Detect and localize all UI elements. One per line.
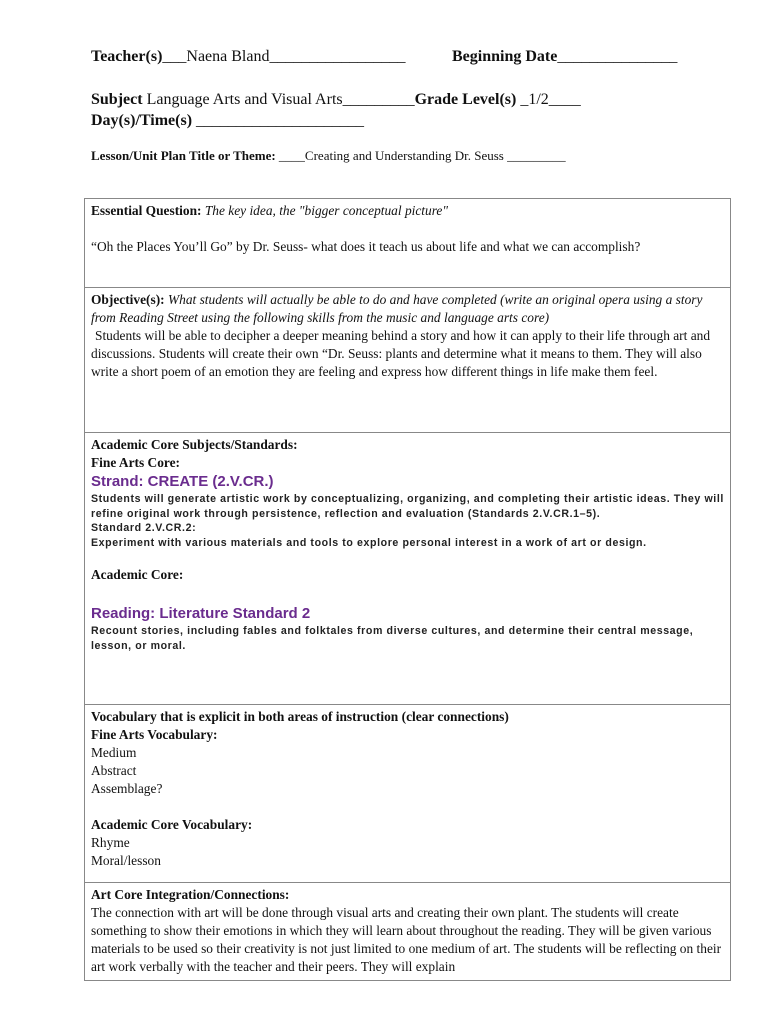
reading-title: Reading: Literature Standard 2 bbox=[91, 605, 311, 622]
standard-label: Standard 2.V.CR.2: bbox=[91, 522, 197, 534]
essential-question-row bbox=[85, 199, 731, 288]
standards-cell bbox=[85, 433, 731, 705]
vocab-word: Rhyme bbox=[91, 835, 130, 850]
theme-value: ____Creating and Understanding Dr. Seuss _________ bbox=[275, 148, 566, 163]
academic-vocab-label: Academic Core Vocabulary: bbox=[91, 817, 253, 832]
teacher-label: Teacher(s) bbox=[91, 48, 163, 65]
vocabulary-row bbox=[85, 705, 731, 883]
theme-label: Lesson/Unit Plan Title or Theme: bbox=[91, 148, 276, 163]
integration-cell bbox=[85, 883, 731, 981]
vocabulary-label: Vocabulary that is explicit in both areas of instruction (clear connections) bbox=[91, 709, 509, 724]
grade-label: Grade Level(s) bbox=[414, 91, 517, 108]
fine-arts-vocab-label: Fine Arts Vocabulary: bbox=[91, 727, 218, 742]
objectives-label: Objective(s): bbox=[91, 292, 165, 307]
fine-arts-core-label: Fine Arts Core: bbox=[91, 455, 180, 470]
integration-row bbox=[85, 883, 731, 981]
subject-value: Language Arts and Visual Arts_________ bbox=[142, 91, 415, 108]
strand-text: Students will generate artistic work by conceptualizing, organizing, and completing their artistic ideas. They will refine original work through persistence, reflection and evaluation (Standards 2.V.CR.1–5). bbox=[91, 493, 724, 520]
objectives-text: Students will be able to decipher a deeper meaning behind a story and how it can apply to their life through art and discussions. Students will create their own “Dr. Seuss: plants and determine what it means to them. They will also write a short poem of an emotion they are feeling and express how different things in life make them feel. bbox=[91, 328, 711, 379]
essential-text: “Oh the Places You’ll Go” by Dr. Seuss- what does it teach us about life and what we can accomplish? bbox=[91, 239, 641, 254]
vocab-word: Moral/lesson bbox=[91, 853, 161, 868]
integration-label: Art Core Integration/Connections: bbox=[91, 887, 290, 902]
essential-label: Essential Question: bbox=[91, 203, 202, 218]
essential-question-cell bbox=[85, 199, 731, 288]
subject-line bbox=[91, 91, 581, 109]
vocab-word: Medium bbox=[91, 745, 137, 760]
strand-title: Strand: CREATE (2.V.CR.) bbox=[91, 473, 274, 490]
daytime-line bbox=[91, 112, 364, 130]
subject-label: Subject bbox=[91, 91, 143, 108]
objectives-row bbox=[85, 288, 731, 433]
standard-text: Experiment with various materials and tools to explore personal interest in a work of art or design. bbox=[91, 536, 647, 549]
objectives-hint: What students will actually be able to do and have completed (write an original opera using a story from Reading Street using the following skills from the music and language arts core) bbox=[91, 292, 703, 325]
teacher-line bbox=[91, 48, 405, 66]
vocabulary-cell bbox=[85, 705, 731, 883]
lesson-plan-table bbox=[84, 198, 731, 981]
beginning-date-label: Beginning Date bbox=[452, 48, 558, 65]
academic-core-label: Academic Core: bbox=[91, 567, 184, 582]
standards-label: Academic Core Subjects/Standards: bbox=[91, 437, 298, 452]
essential-hint: The key idea, the "bigger conceptual picture" bbox=[201, 203, 448, 218]
daytime-label: Day(s)/Time(s) bbox=[91, 112, 193, 129]
reading-text: Recount stories, including fables and folktales from diverse cultures, and determine their central message, lesson, or moral. bbox=[91, 625, 694, 652]
vocab-word: Assemblage? bbox=[91, 781, 163, 796]
theme-line bbox=[91, 148, 566, 164]
integration-text: The connection with art will be done through visual arts and creating their own plant. The students will create something to show their emotions in which they will learn about throughout the reading. They will be given various materials to be used so their creativity is not just limited to one medium of art. The students will be reflecting on their art work verbally with the teacher and their peers. They will explain bbox=[91, 905, 722, 974]
objectives-cell bbox=[85, 288, 731, 433]
daytime-value: _____________________ bbox=[192, 112, 365, 129]
grade-value: _1/2____ bbox=[516, 91, 581, 108]
standards-row bbox=[85, 433, 731, 705]
vocab-word: Abstract bbox=[91, 763, 137, 778]
teacher-value: ___Naena Bland_________________ bbox=[162, 48, 406, 65]
beginning-date-value: _______________ bbox=[557, 48, 678, 65]
beginning-date-line bbox=[452, 48, 677, 66]
